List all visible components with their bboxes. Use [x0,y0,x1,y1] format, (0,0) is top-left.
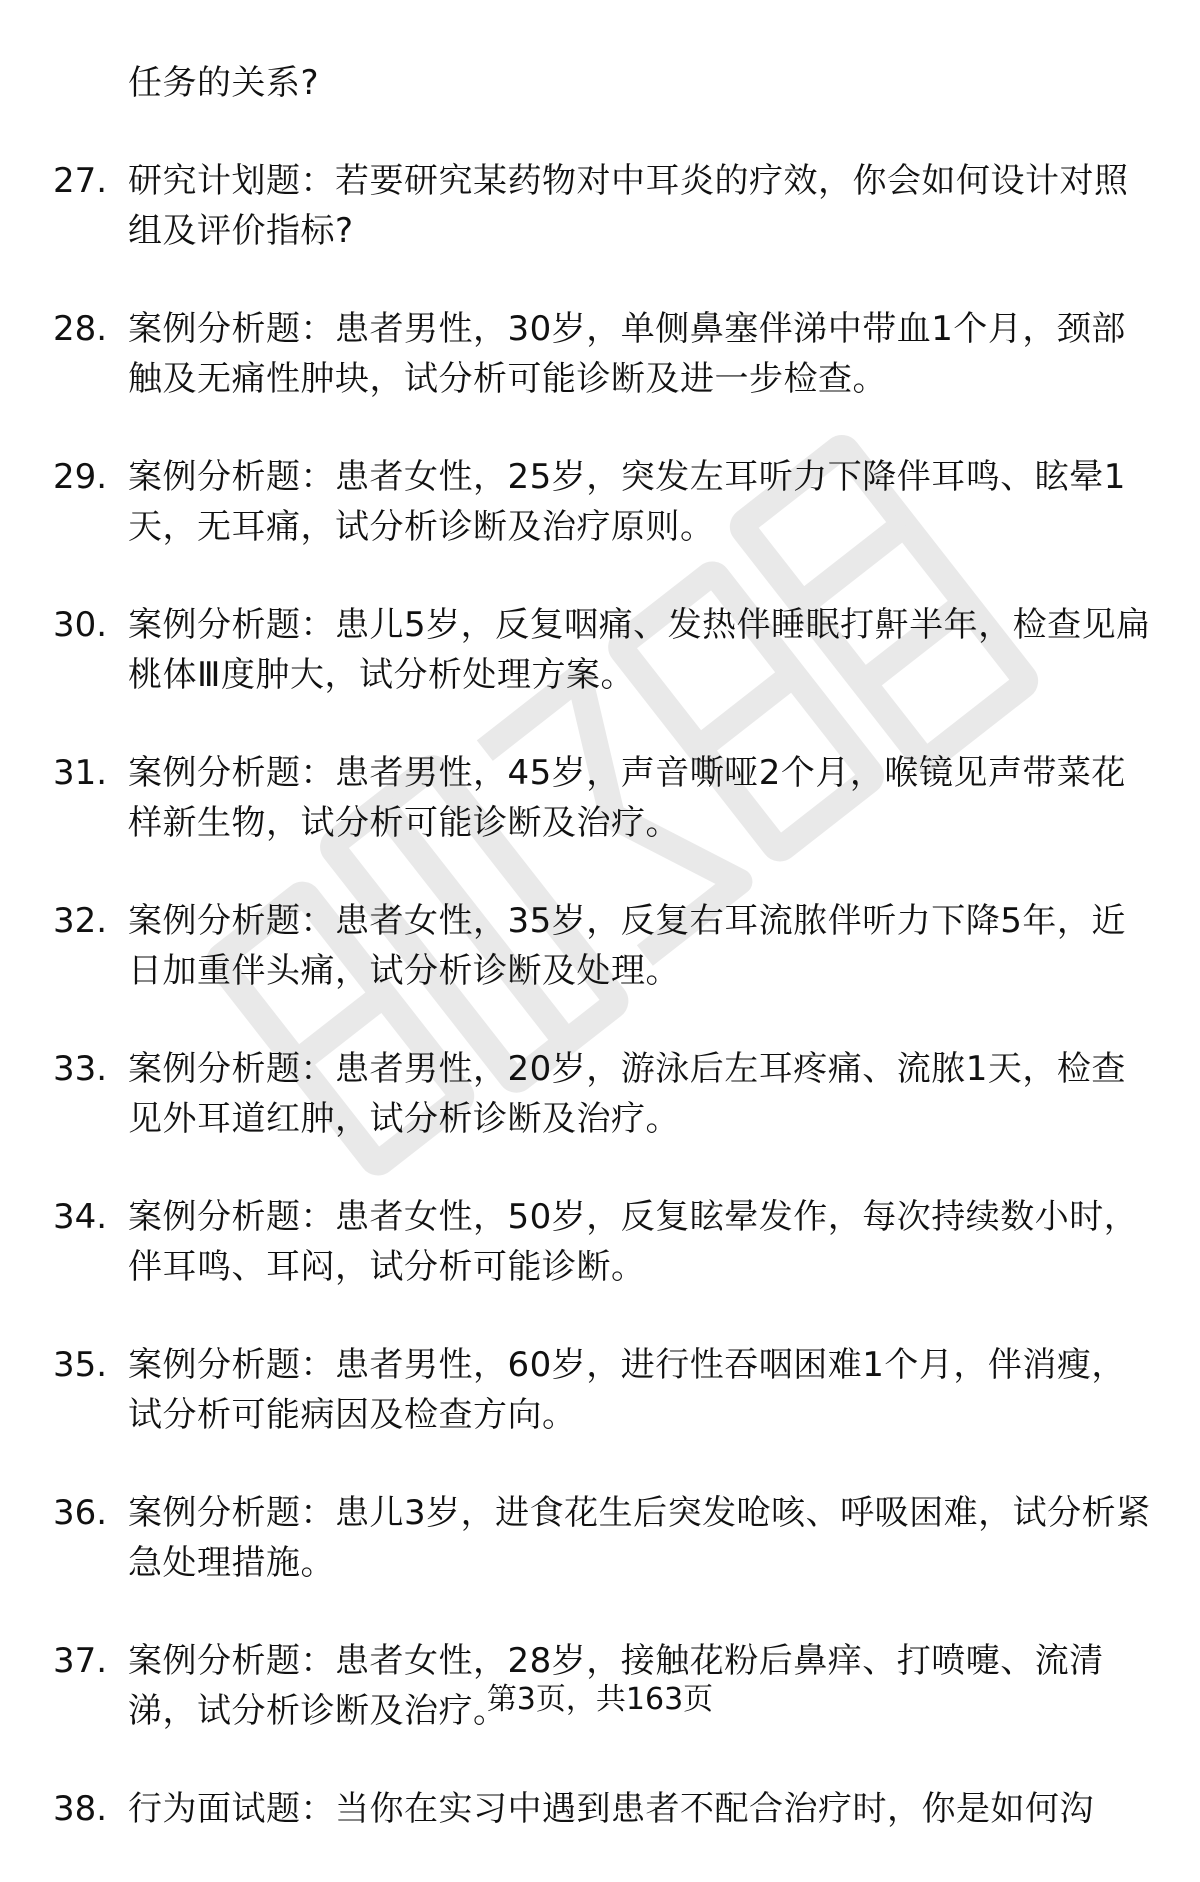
item-text: 案例分析题：患者女性，35岁，反复右耳流脓伴听力下降5年，近日加重伴头痛，试分析诊断及处理。 [128,901,1126,991]
item-text: 案例分析题：患儿5岁，反复咽痛、发热伴睡眠打鼾半年，检查见扁桃体Ⅲ度肿大，试分析处理方案。 [128,605,1151,695]
item-text: 任务的关系? [128,63,320,103]
list-item [0,1340,1200,1440]
item-text: 研究计划题：若要研究某药物对中耳炎的疗效，你会如何设计对照组及评价指标? [128,161,1129,251]
item-number: 33. [53,1049,108,1089]
item-number: 28. [53,309,108,349]
list-item [0,156,1200,256]
list-item [0,304,1200,404]
item-number: 38. [53,1789,108,1829]
item-text: 案例分析题：患者男性，20岁，游泳后左耳疼痛、流脓1天，检查见外耳道红肿，试分析诊断及治疗。 [128,1049,1126,1139]
item-text: 案例分析题：患者男性，45岁，声音嘶哑2个月，喉镜见声带菜花样新生物，试分析可能诊断及治疗。 [128,753,1126,843]
list-item [0,1488,1200,1588]
item-text: 行为面试题：当你在实习中遇到患者不配合治疗时，你是如何沟 [128,1789,1094,1829]
item-number: 30. [53,605,108,645]
item-number: 29. [53,457,108,497]
page-number: 第3页，共163页 [486,1682,714,1717]
item-number: 37. [53,1641,108,1681]
item-text: 案例分析题：患者女性，50岁，反复眩晕发作，每次持续数小时，伴耳鸣、耳闷，试分析可能诊断。 [128,1197,1139,1287]
list-item [0,896,1200,996]
list-item [0,600,1200,700]
item-text: 案例分析题：患者男性，30岁，单侧鼻塞伴涕中带血1个月，颈部触及无痛性肿块，试分析可能诊断及进一步检查。 [128,309,1126,399]
item-text: 案例分析题：患者女性，28岁，接触花粉后鼻痒、打喷嚏、流清涕，试分析诊断及治疗。 [128,1641,1104,1731]
item-number: 35. [53,1345,108,1385]
list-item [0,1192,1200,1292]
question-list [0,58,1200,1882]
item-number: 34. [53,1197,108,1237]
item-number: 32. [53,901,108,941]
list-item [0,1784,1200,1834]
item-text: 案例分析题：患者男性，60岁，进行性吞咽困难1个月，伴消瘦，试分析可能病因及检查方向。 [128,1345,1126,1435]
item-text: 案例分析题：患者女性，25岁，突发左耳听力下降伴耳鸣、眩晕1天，无耳痛，试分析诊断及治疗原则。 [128,457,1126,547]
item-text: 案例分析题：患儿3岁，进食花生后突发呛咳、呼吸困难，试分析紧急处理措施。 [128,1493,1151,1583]
item-number: 27. [53,161,108,201]
item-number: 36. [53,1493,108,1533]
list-item [0,1044,1200,1144]
list-item [0,58,1200,108]
list-item [0,748,1200,848]
list-item [0,452,1200,552]
item-number: 31. [53,753,108,793]
